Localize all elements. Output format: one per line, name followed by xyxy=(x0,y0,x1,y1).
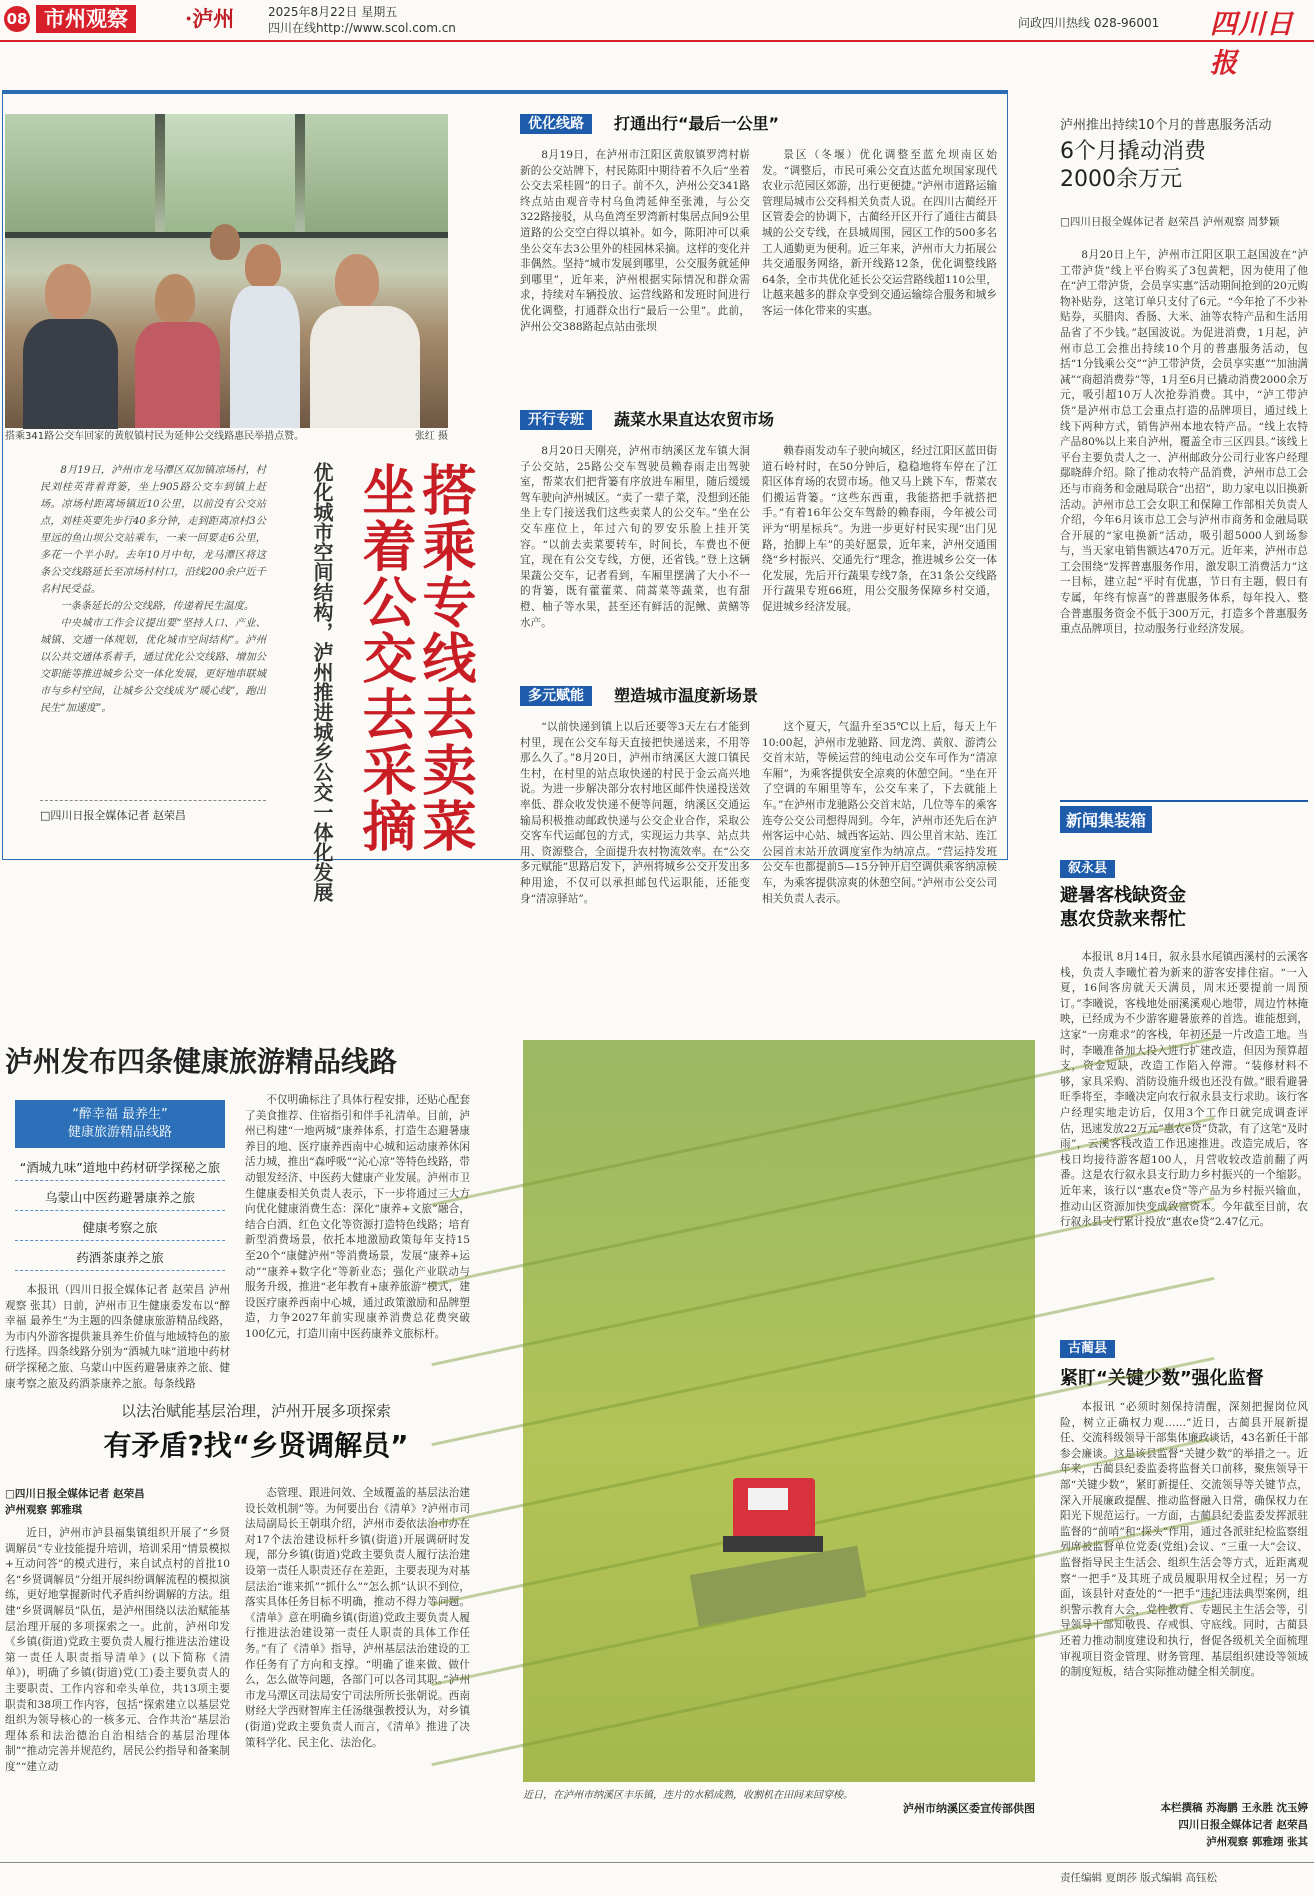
section1-col1: 8月19日，在泸州市江阳区黄舣镇罗湾村崭新的公交站牌下，村民陈阳中期待着不久后“坐着公交去采桂圆”的日子。前不久，泸州公交341路终点站由观音寺村乌鱼湾延伸至张滩，与公交322路接驳，从乌鱼湾至罗湾新村集居点间9公里道路的公交空白得以填补。如今，陈阳冲可以乘坐公交车去3公里外的桂园林采摘。这样的变化并非偶然。坚持“城市发展到哪里，公交服务就延伸到哪里”，近年来，泸州根据实际情况和群众需求，持续对车辆投放、运营线路和发班时间进行优化调整，打通群众出行“最后一公里”。此前，泸州公交388路起点站由张坝 xyxy=(520,149,750,333)
right-headline xyxy=(1060,138,1206,194)
routes-box-title-1: “醉幸福 最养生” xyxy=(72,1107,168,1122)
routes-box-title-2: 健康旅游精品线路 xyxy=(67,1125,172,1140)
bus-passengers-photo xyxy=(5,114,448,428)
photo-caption xyxy=(5,430,448,444)
subhead-city-warmth: 塑造城市温度新场景 xyxy=(614,686,759,705)
tourism-col1: 本报讯（四川日报全媒体记者 赵荣昌 泸州观察 张其）日前，泸州市卫生健康委发布以“醉幸福 最养生”为主题的四条健康旅游精品线路，为市内外游客提供兼具养生价值与地域特色的旅行选择。四条线路分别为“酒城九味”道地中药材研学探秘之旅、乌蒙山中医药避暑康养之旅、健康考察之旅及药酒茶康养之旅。每条线路 xyxy=(5,1284,230,1390)
right-body: 8月20日上午，泸州市江阳区职工赵国波在“泸工带泸货”线上平台购买了3包黄粑，因为使用了他在“泸工带泸货，会员享实惠”活动期间抢到的20元购物补贴券，这笔订单只支付了6元。“今年抢了不少补贴券，买腊肉、香肠、大米、油等农特产品和生活用品省了不少钱。”赵国波说。为促进消费，1月起，泸州市总工会推出持续10个月的普惠服务活动，包括“1分钱乘公交”“泸工带泸货，会员享实惠”“加油满减”“商超消费券”等，1月至6月已撬动消费2000余万元，吸引超10万人次抢券消费。其中，“泸工带泸货”是泸州市总工会重点打造的品牌项目，通过线上线下两种方式，销售泸州本地农特产品。“线上农特产品80%以上来自泸州，覆盖全市三区四县。”该线上平台主要负责人之一、泸州邮政分公司行业客户经理鄢晓薛介绍。除了推动农特产品消费，泸州市总工会还与市商务和金融局联合“出招”，助力家电以旧换新活动。泸州市总工会女职工和保障工作部相关负责人介绍，今年6月该市总工会与泸州市商务和金融局联合开展的“家电换新”活动，吸引超5000人到场参与，当天家电销售额达470万元。近年来，泸州市总工会围绕“发挥普惠服务作用，激发职工消费活力”这一目标，建立起“平时有优惠，节日有主题，假日有专属，年终有惊喜”的普惠服务体系，每年投入、整合普惠服务资金不低于300万元，打造多个普惠服务重点品牌项目，拉动服务行业经济发展。 xyxy=(1060,249,1308,636)
news1-title xyxy=(1060,884,1186,932)
section2-col2: 赖春雨发动车子驶向城区，经过江阳区蓝田街道石岭村时，在50分钟后，稳稳地将车停在了江阳区体育场的农贸市场。他又马上跳下车，帮菜农们搬运背篓。“这些东西重，我能搭把手就搭把手。”有着16年公交车驾龄的赖春雨，今年被公司评为“明星标兵”。为进一步更好村民实现“出门见路，抬脚上车”的美好愿景，近年来，泸州交通围绕“乡村振兴、交通先行”理念，推进城乡公交一体化发展，先后开行蔬果专线7条，在31条公交线路开行蔬果专班66班，用公交服务保障乡村交通，促进城乡经济发展。 xyxy=(762,445,997,613)
main-headline-2 xyxy=(355,462,415,854)
main-byline: □四川日报全媒体记者 赵荣昌 xyxy=(40,800,266,823)
footer-editors: 责任编辑 夏朗莎 版式编辑 高钰松 xyxy=(1060,1872,1218,1884)
issue-date: 2025年8月22日 星期五 xyxy=(268,5,398,19)
route-item-2: 乌蒙山中医药避暑康养之旅 xyxy=(15,1188,225,1211)
label-optimize-routes: 优化线路 xyxy=(520,114,592,134)
label-gulin: 古蔺县 xyxy=(1060,1340,1115,1358)
subhead-produce: 蔬菜水果直达农贸市场 xyxy=(614,410,775,429)
mediation-headline: 有矛盾?找“乡贤调解员” xyxy=(103,1429,409,1462)
lead-paragraphs xyxy=(40,462,266,717)
photo-credit: 张红 摄 xyxy=(414,431,448,442)
main-subhead: 优化城市空间结构，泸州推进城乡公交一体化发展 xyxy=(310,462,334,902)
newspaper-logo: 四川日报 xyxy=(1210,9,1294,79)
credit-2: 四川日报全媒体记者 赵荣昌 xyxy=(1178,1819,1308,1831)
label-multi-empower: 多元赋能 xyxy=(520,686,592,706)
subhead-last-mile: 打通出行“最后一公里” xyxy=(614,114,780,133)
news-credits xyxy=(1060,1800,1308,1851)
tourism-headline: 泸州发布四条健康旅游精品线路 xyxy=(5,1045,398,1078)
right-headline-2: 2000余万元 xyxy=(1060,167,1182,192)
page-header xyxy=(0,0,1314,79)
tourism-routes-box xyxy=(15,1100,225,1148)
section1-col2: 景区（冬堰）优化调整至蓝允坝南区始发。“调整后，市民可乘公交直达蓝允坝国家现代农业示范园区郊游，出行更便捷。”泸州市道路运输管理局城市公交科相关负责人说。在四川古蔺经开区管委会的协调下，古蔺经开区开行了通往古蔺县城的公交专线，在县城周围，园区工作的500多名工人通勤更为便利。近三年来，泸州市大力拓展公共交通服务网络，新开线路12条，优化调整线路64条，全市共优化延长公交运营路线超110公里，让越来越多的群众享受到交通运输综合服务和城乡客运一体化带来的实惠。 xyxy=(762,149,997,317)
hotline: 问政四川热线 028-96001 xyxy=(1018,16,1160,30)
right-kicker: 泸州推出持续10个月的普惠服务活动 xyxy=(1060,118,1272,133)
credit-1: 本栏撰稿 苏海鹏 王永胜 沈玉婷 xyxy=(1160,1802,1308,1814)
news-box-rule xyxy=(1060,800,1308,802)
mediation-col2: 态管理、跟进问效、全域覆盖的基层法治建设长效机制”等。为何要出台《清单》?泸州市司法局副局长王朝琪介绍，泸州市委依法治市办在对17个法治建设标杆乡镇(街道)开展调研时发现，部分乡镇(街道)党政主要负责人履行法治建设第一责任人职责还存在差距，主要表现为对基层法治“谁来抓”“抓什么”“怎么抓”认识不到位，落实具体任务目标不明确，推动不得力等问题。《清单》意在明确乡镇(街道)党政主要负责人履行推进法治建设第一责任人职责的具体工作任务。”有了《清单》指导，泸州基层法治建设的工作任务有了方向和支撑。“明确了谁来做、做什么，怎么做等问题，各部门可以各司其职。”泸州市龙马潭区司法局安宁司法所所长张朝说。西南财经大学西财智库主任汤继强教授认为，对乡镇(街道)党政主要负责人而言，《清单》推进了决策科学化、民主化、法治化。 xyxy=(245,1487,470,1749)
headline-line-2: 坐着公交去采摘 xyxy=(354,462,417,854)
right-headline-1: 6个月撬动消费 xyxy=(1060,139,1206,164)
route-item-3: 健康考察之旅 xyxy=(15,1218,225,1241)
headline-line-1: 搭乘专线去卖菜 xyxy=(414,462,477,854)
news1-title-2: 惠农贷款来帮忙 xyxy=(1060,909,1186,930)
section-name: 市州观察 xyxy=(36,5,136,33)
mediation-col1: 近日，泸州市泸县福集镇组织开展了“乡贤调解员”专业技能提升培训，培训采用“情景模拟+互动问答”的模式进行，来自试点村的首批10名“乡贤调解员”分组开展纠纷调解流程的模拟演练，更好地掌握新时代矛盾纠纷调解的方法。组建“乡贤调解员”队伍，是泸州围绕以法治赋能基层治理开展的多项探索之一。此前，泸州印发《乡镇(街道)党政主要负责人履行推进法治建设第一责任人职责指导清单》(以下简称《清单》)，明确了乡镇(街道)党(工)委主要负责人的主要职责、工作内容和牵头单位，共13项主要职责和38项工作内容，包括“探索建立以基层党组织为领导核心的一核多元、合作共治”基层治理体系和法治德治自治相结合的基层治理体制”“推动完善并规范约，居民公约指导和备案制度”“建立动 xyxy=(5,1527,230,1773)
rice-harvest-photo xyxy=(523,1040,1035,1782)
page-number: 08 xyxy=(4,6,30,32)
mediation-byline xyxy=(5,1486,145,1518)
news1-title-1: 避暑客栈缺资金 xyxy=(1060,885,1186,906)
news2-title: 紧盯“关键少数”强化监督 xyxy=(1060,1368,1264,1389)
route-item-4: 药酒茶康养之旅 xyxy=(15,1248,225,1271)
right-byline: □四川日报全媒体记者 赵荣昌 泸州观察 周梦颖 xyxy=(1060,216,1280,228)
lead-p3: 中央城市工作会议提出要“坚持人口、产业、城镇、交通一体规划，优化城市空间结构”。泸州以公共交通体系着手，通过优化公交线路、增加公交职能等推进城乡公交一体化发展，更好地串联城市与乡村空间，让城乡公交线成为“暖心线”，跑出民生“加速度”。 xyxy=(40,618,266,714)
main-headline xyxy=(415,462,475,854)
section2-col1: 8月20日天刚亮，泸州市纳溪区龙车镇大洞子公交站，25路公交车驾驶员赖春雨走出驾驶室，帮菜农们把背篓有序放进车厢里，随后缓缓驾车驶向泸州城区。“卖了一辈子菜，没想到还能坐上专门接送我们这些卖菜人的公交车。”坐在公交车座位上，年过六旬的罗安乐脸上挂开笑容。“以前去卖菜要转车，时间长，车费也不便宜，现在有公交专线，方便，还省钱。”登上这辆果蔬公交车，记者看到，车厢里摆满了大小不一的背篓，既有藿藿菜、茼蒿菜等蔬菜，也有甜橙、柚子等水果，甚至还有鲜活的泥鳅、黄鳝等水产。 xyxy=(520,445,750,629)
tourism-col2: 不仅明确标注了具体行程安排，还贴心配套了美食推荐、住宿指引和伴手礼清单。目前，泸州已构建“一地两城”康养体系，打造生态避暑康养目的地、医疗康养西南中心城和运动康养休闲活力城，推出“森呼吸”“沁心凉”等特色线路，带动银发经济、中医药大健康产业发展。泸州市卫生健康委相关负责人表示，下一步将通过三大方向优化健康消费生态：深化“康养+文旅”融合，结合白酒、红色文化等资源打造特色线路；培育新型消费场景，依托本地激励政策每年支持15至20个“康健泸州”等消费场景，发展“康养+运动”“康养+数字化”等新业态；强化产业联动与服务升级，推进“老年教育+康养旅游”模式，建设医疗康养西南中心城，通过政策激励和品牌塑造，力争2027年前实现康养消费总花费突破100亿元，打造川南中医药康养文旅标杆。 xyxy=(245,1094,470,1340)
news1-body: 本报讯 8月14日，叙永县水尾镇西溪村的云溪客栈，负责人李曦忙着为新来的游客安排住宿。“一入夏，16间客房就天天满员，周末还要提前一周预订。”李曦说，客栈地处丽溪溪观心地带，周边竹林掩映，已经成为不少游客避暑旅养的首选。谁能想到，这家“一房难求”的客栈，年初还是一片改造工地。当时，李曦准备加大投入进行扩建改造，但因为预算超支，资金短缺，改造工作陷入停滞。“装修材料不够，家具采购、消防设施升级也还没有做。”眼看避暑旺季将至，李曦决定向农行叙永县支行求助。该行客户经理实地走访后，仅用3个工作日就完成调查评估，迅速发放22万元“惠农e贷”贷款，有了这笔“及时雨”，云溪客栈改造工作迅速推进。改造完成后，客栈日均接待游客超100人，月营收较改造前翻了两番。这是农行叙永县支行助力乡村振兴的一个缩影。近年来，该行以“惠农e贷”等产品为乡村振兴输血，推动山区资源加快变成致富资本。今年截至目前，农行叙永县支行累计投放“惠农e贷”2.47亿元。 xyxy=(1060,951,1308,1229)
label-xuyong: 叙永县 xyxy=(1060,860,1115,878)
news2-body: 本报讯 “必须时刻保持清醒，深刻把握岗位风险，树立正确权力观……”近日，古蔺县开展新提任、交流科级领导干部集体廉政谈话，43名新任干部参会廉谈。这是该县监督“关键少数”的举措之一。近年来，古蔺县纪委监委将监督关口前移，聚焦领导干部“关键少数”，紧盯新提任、交流领导等关键节点，深入开展廉政提醒、推动监督融入日常，确保权力在阳光下规范运行。一方面，古蔺县纪委监委发挥派驻监督的“前哨”和“探头”作用，通过各派驻纪检监察组列席被监督单位党委(党组)会议、“三重一大”会议、监督指导民主生活会、组织生活会等方式，近距离观察“一把手”及其班子成员履职用权全过程；另一方面，该县针对查处的“一把手”违纪违法典型案例，组织警示教育大会，党性教育、专题民主生活会等，引导领导干部知敬畏、存戒惧、守底线。同时，古蔺县还着力推动制度建设和执行，督促各级机关全面梳理审视项目资金管理、财务管理、基层组织建设等领域的制度短板，结合实际推动健全相关制度。 xyxy=(1060,1401,1308,1679)
header-rule xyxy=(0,40,1314,42)
website[interactable]: 四川在线http://www.scol.com.cn xyxy=(268,21,456,35)
mediation-kicker: 以法治赋能基层治理，泸州开展多项探索 xyxy=(120,1402,391,1420)
mediation-byline-2: 泸州观察 郭雅琪 xyxy=(5,1504,83,1516)
footer-rule xyxy=(0,1862,1314,1863)
section3-col1: “以前快递到镇上以后还要等3天左右才能到村里，现在公交车每天直接把快递送来，不用等那么久了。”8月20日，泸州市纳溪区大渡口镇民生村，在村里的站点取快递的村民于金云高兴地说。为进一步解决部分农村地区邮件快递投送效率低、群众收发快递不便等问题，纳溪区交通运输局积极推动邮政快递与公交企业合作，采取公交客车代运邮包的方式，实现运力共享、站点共用、资源整合，全面提升农村物流效率。在“公交多元赋能”思路启发下，泸州将城乡公交开发出多种用途，不仅可以承担邮包代运职能，还能变身“清凉驿站”。 xyxy=(520,721,750,905)
news-box-title: 新闻集装箱 xyxy=(1060,806,1152,833)
photo-caption-text: 搭乘341路公交车回家的黄舣镇村民为延伸公交线路惠民举措点赞。 xyxy=(5,431,305,442)
lead-p1: 8月19日，泸州市龙马潭区双加镇凉场村，村民刘桂英背着背篓，坐上905路公交车到镇上赶场。凉场村距离场镇近10公里，以前没有公交站点，刘桂英要先步行40多分钟，走到距离凉村3公里远的鱼山坝公交站乘车，一来一回要走6公里，多花一个半小时。去年10月中旬，龙马潭区将这条公交线路延长至凉场村村口，沿线200余户近千名村民受益。 xyxy=(40,465,266,595)
dateline xyxy=(268,4,456,36)
photo2-caption: 近日，在泸州市纳溪区丰乐镇，连片的水稻成熟，收割机在田间来回穿梭。 xyxy=(523,1790,853,1801)
route-item-1: “酒城九味”道地中药材研学探秘之旅 xyxy=(15,1158,225,1181)
lead-p2: 一条条延长的公交线路，传递着民生温度。 xyxy=(60,601,254,612)
credit-3: 泸州观察 郭雅翊 张其 xyxy=(1206,1836,1308,1848)
section3-col2: 这个夏天，气温升至35℃以上后，每天上午10:00起，泸州市龙驰路、回龙湾、黄舣、游湾公交首末站，等候运营的纯电动公交车可作为“清凉车厢”，为乘客提供安全凉爽的休憩空间。“坐在开了空调的车厢里等车，公交车来了，下去就能上车。”在泸州市龙驰路公交首末站，几位等车的乘客连夸公交公司想得周到。今年，泸州市还先后在泸州客运中心站、城西客运站、四公里首末站、连江公园首末站开放调度室作为纳凉点。“营运持发班公交车也都提前5—15分钟开启空调供乘客纳凉候车，为乘客提供凉爽的休憩空间。”泸州市公交公司相关负责人表示。 xyxy=(762,721,997,905)
photo2-credit: 泸州市纳溪区委宣传部供图 xyxy=(903,1802,1035,1815)
city-name: ·泸州 xyxy=(185,6,235,31)
label-special-service: 开行专班 xyxy=(520,410,592,430)
mediation-byline-1: □四川日报全媒体记者 赵荣昌 xyxy=(5,1488,145,1500)
